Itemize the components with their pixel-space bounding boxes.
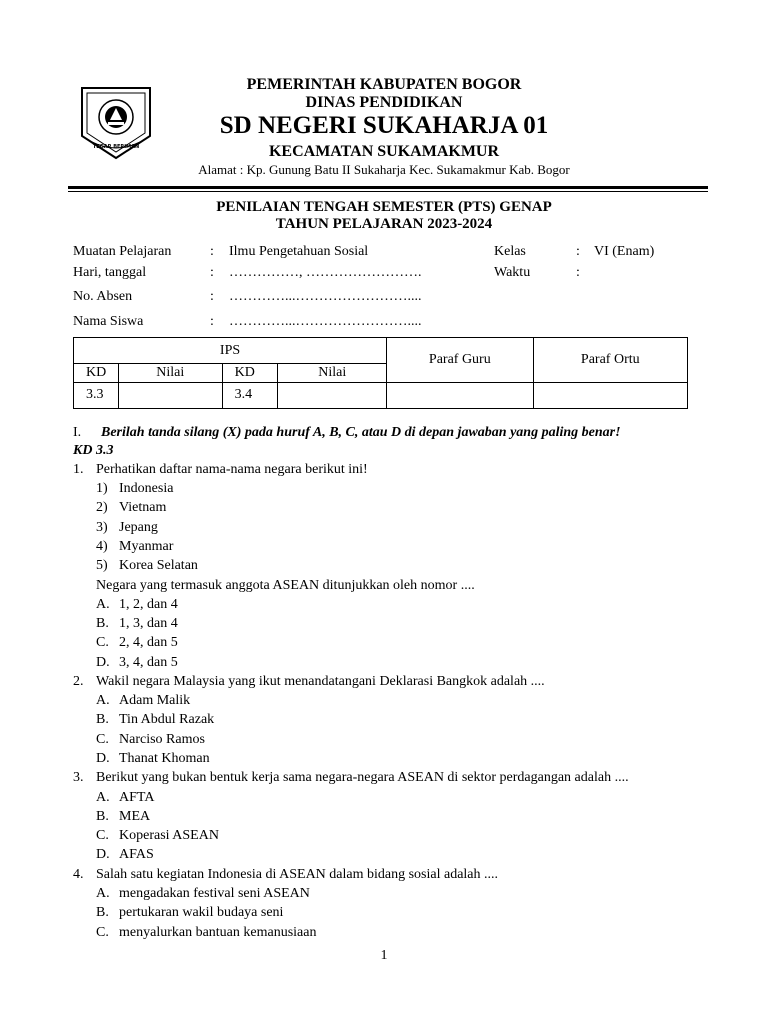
- kd-header: KD: [74, 364, 119, 382]
- kd-header: KD: [222, 364, 278, 382]
- list-item: Korea Selatan: [119, 558, 198, 573]
- exam-year: TAHUN PELAJARAN 2023-2024: [275, 216, 493, 232]
- option-text: menyalurkan bantuan kemanusiaan: [119, 925, 317, 940]
- question-text: Berikut yang bukan bentuk kerja sama negara-negara ASEAN di sektor perdagangan adalah ....: [96, 770, 629, 785]
- option-letter[interactable]: B.: [96, 616, 109, 631]
- question-number: 4.: [73, 867, 84, 882]
- option-letter[interactable]: A.: [96, 693, 110, 708]
- option-text: 3, 4, dan 5: [119, 655, 178, 670]
- option-letter[interactable]: D.: [96, 847, 110, 862]
- option-text: 1, 3, dan 4: [119, 616, 178, 631]
- option-letter[interactable]: C.: [96, 635, 109, 650]
- option-text: Adam Malik: [119, 693, 191, 708]
- paraf-ortu-header: Paraf Ortu: [533, 338, 687, 383]
- option-text: MEA: [119, 809, 151, 824]
- list-number: 5): [96, 558, 108, 573]
- option-text: Tin Abdul Razak: [119, 712, 215, 727]
- option-text: 1, 2, dan 4: [119, 597, 178, 612]
- section-instruction: Berilah tanda silang (X) pada huruf A, B, C, atau D di depan jawaban yang paling benar!: [101, 425, 621, 440]
- time-label: Waktu: [494, 265, 531, 280]
- colon: :: [210, 289, 214, 304]
- list-item: Vietnam: [119, 500, 167, 515]
- nilai-cell[interactable]: [118, 382, 222, 408]
- option-letter[interactable]: D.: [96, 751, 110, 766]
- colon: :: [576, 265, 580, 280]
- school-name: SD NEGERI SUKAHARJA 01: [219, 112, 549, 139]
- option-letter[interactable]: A.: [96, 886, 110, 901]
- absen-label: No. Absen: [73, 289, 133, 304]
- colon: :: [210, 314, 214, 329]
- list-item: Jepang: [119, 520, 158, 535]
- absen-field: …………...……………………....: [229, 289, 422, 304]
- page-number: 1: [380, 948, 388, 963]
- kd-value: 3.4: [222, 382, 278, 408]
- subject-label: Muatan Pelajaran: [73, 244, 172, 259]
- list-number: 2): [96, 500, 108, 515]
- option-text: pertukaran wakil budaya seni: [119, 905, 284, 920]
- score-table: [73, 337, 688, 409]
- kd-value: 3.3: [74, 382, 119, 408]
- option-letter[interactable]: B.: [96, 905, 109, 920]
- list-item: Myanmar: [119, 539, 174, 554]
- option-letter[interactable]: B.: [96, 809, 109, 824]
- option-letter[interactable]: C.: [96, 732, 109, 747]
- list-number: 3): [96, 520, 108, 535]
- question-prompt: Negara yang termasuk anggota ASEAN ditunjukkan oleh nomor ....: [96, 578, 475, 593]
- subject-value: Ilmu Pengetahuan Sosial: [229, 244, 369, 259]
- question-text: Wakil negara Malaysia yang ikut menandatangani Deklarasi Bangkok adalah ....: [96, 674, 545, 689]
- date-field: ……………, …………………….: [229, 265, 422, 280]
- name-label: Nama Siswa: [73, 314, 144, 329]
- question-text: Salah satu kegiatan Indonesia di ASEAN dalam bidang sosial adalah ....: [96, 867, 499, 882]
- svg-text:TEGAR BERIMAN: TEGAR BERIMAN: [92, 144, 140, 150]
- option-letter[interactable]: A.: [96, 790, 110, 805]
- name-field: …………...……………………....: [229, 314, 422, 329]
- ips-header: IPS: [74, 338, 387, 364]
- option-letter[interactable]: C.: [96, 828, 109, 843]
- colon: :: [210, 244, 214, 259]
- paraf-ortu-cell[interactable]: [533, 382, 687, 408]
- nilai-cell[interactable]: [278, 382, 387, 408]
- class-value: VI (Enam): [594, 244, 655, 259]
- header-divider-thin: [68, 191, 708, 192]
- list-number: 4): [96, 539, 108, 554]
- date-label: Hari, tanggal: [73, 265, 147, 280]
- kd-label: KD 3.3: [73, 443, 114, 458]
- option-letter[interactable]: C.: [96, 925, 109, 940]
- exam-title: PENILAIAN TENGAH SEMESTER (PTS) GENAP: [216, 199, 552, 215]
- section-number: I.: [73, 425, 82, 440]
- option-text: Thanat Khoman: [119, 751, 210, 766]
- gov-title: PEMERINTAH KABUPATEN BOGOR: [246, 76, 522, 93]
- question-number: 3.: [73, 770, 84, 785]
- option-text: mengadakan festival seni ASEAN: [119, 886, 310, 901]
- colon: :: [210, 265, 214, 280]
- option-text: Narciso Ramos: [119, 732, 205, 747]
- header-divider-thick: [68, 186, 708, 189]
- option-text: 2, 4, dan 5: [119, 635, 178, 650]
- paraf-guru-cell[interactable]: [387, 382, 533, 408]
- question-number: 2.: [73, 674, 84, 689]
- option-text: AFAS: [119, 847, 154, 862]
- option-letter[interactable]: A.: [96, 597, 110, 612]
- nilai-header: Nilai: [278, 364, 387, 382]
- list-number: 1): [96, 481, 108, 496]
- paraf-guru-header: Paraf Guru: [387, 338, 533, 383]
- question-number: 1.: [73, 462, 84, 477]
- option-text: AFTA: [119, 790, 155, 805]
- colon: :: [576, 244, 580, 259]
- nilai-header: Nilai: [118, 364, 222, 382]
- class-label: Kelas: [494, 244, 526, 259]
- dept-title: DINAS PENDIDIKAN: [305, 94, 463, 111]
- district-title: KECAMATAN SUKAMAKMUR: [268, 143, 500, 160]
- list-item: Indonesia: [119, 481, 174, 496]
- option-text: Koperasi ASEAN: [119, 828, 219, 843]
- option-letter[interactable]: B.: [96, 712, 109, 727]
- option-letter[interactable]: D.: [96, 655, 110, 670]
- school-address: Alamat : Kp. Gunung Batu II Sukaharja Kec. Sukamakmur Kab. Bogor: [198, 162, 570, 177]
- question-text: Perhatikan daftar nama-nama negara berikut ini!: [96, 462, 368, 477]
